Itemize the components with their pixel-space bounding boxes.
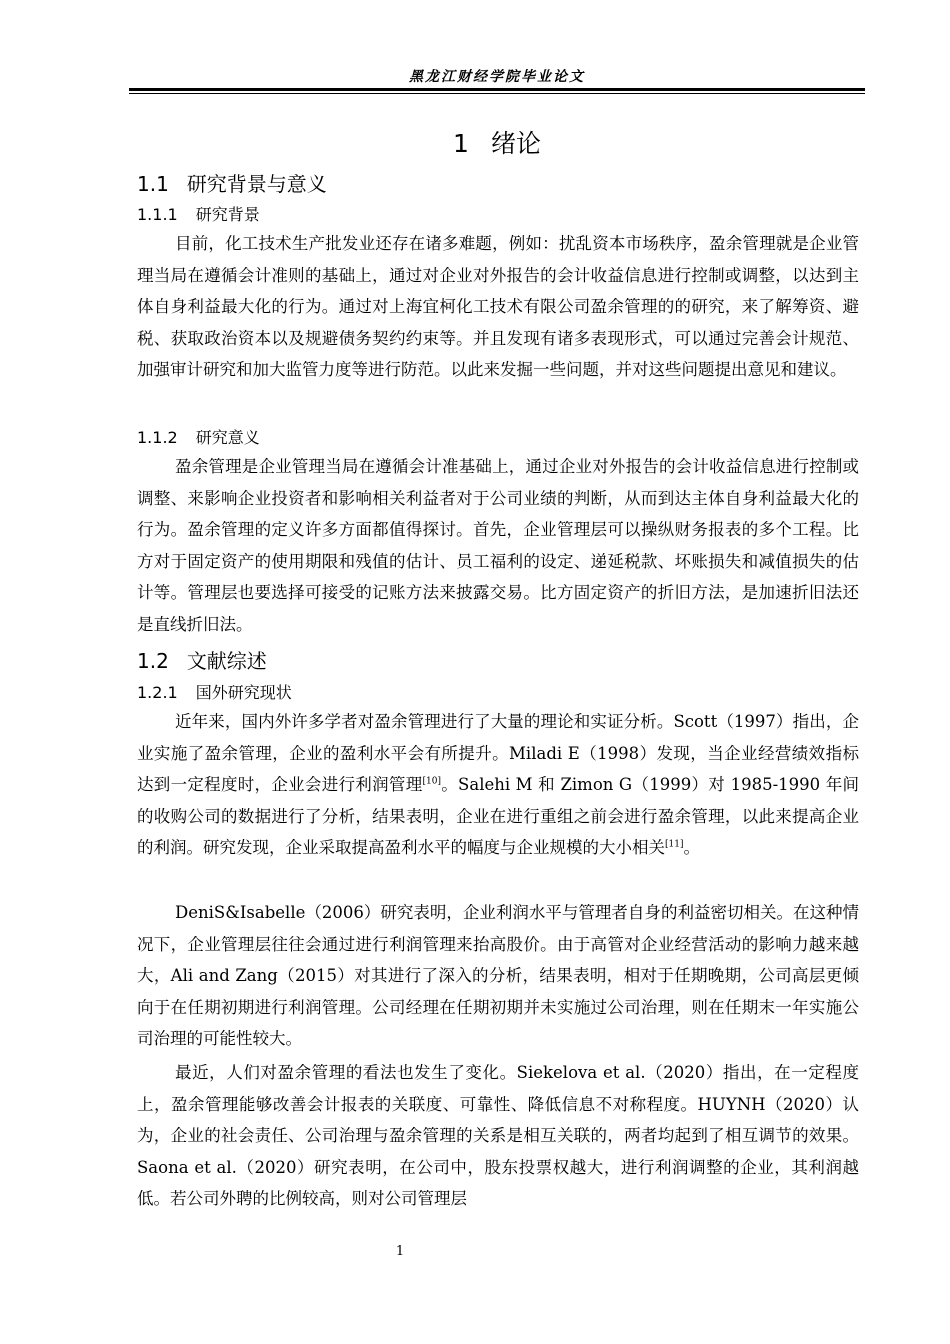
paragraph-text: 。Salehi M 和 Zimon G（1999）对 1985-1990 年间的收购公司的数据进行了分析，结果表明，企业在进行重组之前会进行盈余管理，以此来提高企业的利润。研究发现，企业采取提高盈利水平的幅度与企业规模的大小相关 [137,775,859,858]
paragraph-background: 目前，化工技术生产批发业还存在诸多难题，例如：扰乱资本市场秩序，盈余管理就是企业管理当局在遵循会计准则的基础上，通过对企业对外报告的会计收益信息进行控制或调整，以达到主体自身利益最大化的行为。通过对上海宜柯化工技术有限公司盈余管理的的研究，来了解筹资、避税、获取政治资本以及规避债务契约约束等。并且发现有诸多表现形式，可以通过完善会计规范、加强审计研究和加大监管力度等进行防范。以此来发掘一些问题，并对这些问题提出意见和建议。 [137,234,859,380]
subsection-heading-1-1-1 [137,202,260,225]
subsection-number: 1.1.1 [137,205,178,224]
header-rule-thick [129,88,865,91]
subsection-title: 研究意义 [195,428,260,447]
section-title: 文献综述 [186,649,267,673]
paragraph-text: 近年来，国内外许多学者对盈余管理进行了大量的理论和实证分析。Scott（1997）指出，企业实施了盈余管理，企业的盈利水平会有所提升。Miladi E（1998）发现，当企业经营绩效指标达到一定程度时，企业会进行利润管理 [137,712,859,795]
citation-ref-11: [11] [665,839,684,850]
paragraph-significance: 盈余管理是企业管理当局在遵循会计准基础上，通过企业对外报告的会计收益信息进行控制或调整、来影响企业投资者和影响相关利益者对于公司业绩的判断，从而到达主体自身利益最大化的行为。盈余管理的定义许多方面都值得探讨。首先，企业管理层可以操纵财务报表的多个工程。比方对于固定资产的使用期限和残值的估计、员工福利的设定、递延税款、坏账损失和减值损失的估计等。管理层也要选择可接受的记账方法来披露交易。比方固定资产的折旧方法，是加速折旧法还是直线折旧法。 [137,457,859,634]
section-heading-1-2 [137,645,267,674]
header-rule-thin [129,93,865,94]
section-number: 1.2 [137,649,169,673]
paragraph-foreign-research [137,706,859,864]
chapter-number: 1 [453,129,469,158]
paragraph-text: 。 [683,838,700,858]
chapter-heading [129,124,865,160]
paragraph-denis-isabelle: DeniS&Isabelle（2006）研究表明，企业利润水平与管理者自身的利益密切相关。在这种情况下，企业管理层往往会通过进行利润管理来抬高股价。由于高管对企业经营活动的影响力越来越大，Ali and Zang（2015）对其进行了深入的分析，结果表明，相对于任期晚期，公司高层更倾向于在任期初期进行利润管理。公司经理在任期初期并未实施过公司治理，则在任期末一年实施公司治理的可能性较大。 [137,903,859,1049]
subsection-title: 研究背景 [195,205,260,224]
subsection-number: 1.2.1 [137,683,178,702]
subsection-title: 国外研究现状 [195,683,292,702]
page-number: 1 [395,1244,405,1259]
section-number: 1.1 [137,172,169,196]
paragraph-recent-views: 最近，人们对盈余管理的看法也发生了变化。Siekelova et al.（2020）指出，在一定程度上，盈余管理能够改善会计报表的关联度、可靠性、降低信息不对称程度。HUYNH（2020）认为，企业的社会责任、公司治理与盈余管理的关系是相互关联的，两者均起到了相互调节的效果。Saona et al.（2020）研究表明，在公司中，股东投票权越大，进行利润调整的企业，其利润越低。若公司外聘的比例较高，则对公司管理层 [137,1063,859,1209]
subsection-heading-1-1-2 [137,425,260,448]
chapter-title: 绪论 [490,129,541,158]
section-title: 研究背景与意义 [186,172,327,196]
section-heading-1-1 [137,168,327,197]
running-header: 黑龙江财经学院毕业论文 [409,69,585,85]
subsection-number: 1.1.2 [137,428,178,447]
citation-ref-10: [10] [422,776,441,787]
subsection-heading-1-2-1 [137,680,292,703]
